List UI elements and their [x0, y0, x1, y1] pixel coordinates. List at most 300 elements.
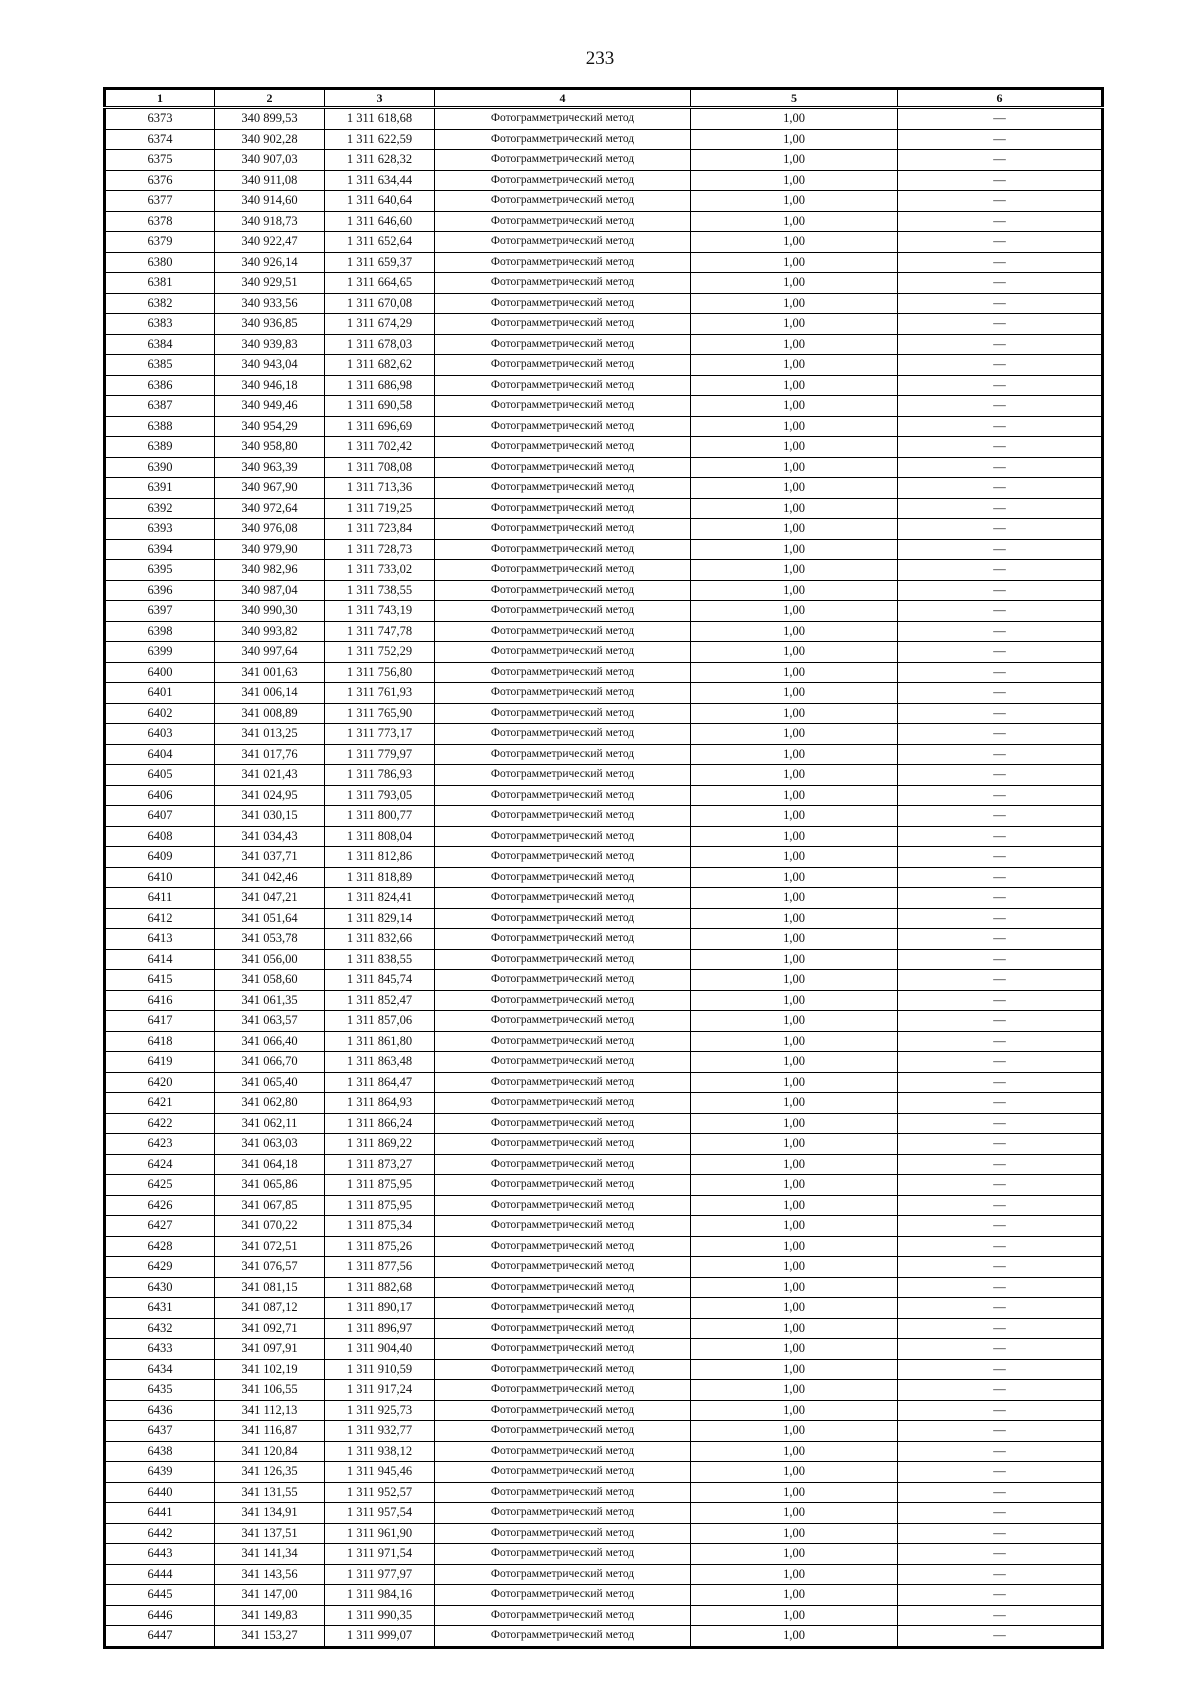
- accuracy-cell: 1,00: [691, 765, 898, 786]
- point-number-cell: 6416: [105, 990, 215, 1011]
- y-coordinate-cell: 1 311 890,17: [325, 1298, 435, 1319]
- description-cell: —: [898, 826, 1103, 847]
- accuracy-cell: 1,00: [691, 949, 898, 970]
- point-number-cell: 6421: [105, 1093, 215, 1114]
- point-number-cell: 6418: [105, 1031, 215, 1052]
- accuracy-cell: 1,00: [691, 703, 898, 724]
- table-row: [105, 867, 1103, 888]
- point-number-cell: 6399: [105, 642, 215, 663]
- table-row: [105, 211, 1103, 232]
- point-number-cell: 6396: [105, 580, 215, 601]
- method-cell: Фотограмметрический метод: [435, 601, 691, 622]
- accuracy-cell: 1,00: [691, 416, 898, 437]
- table-row: [105, 170, 1103, 191]
- accuracy-cell: 1,00: [691, 1257, 898, 1278]
- description-cell: —: [898, 170, 1103, 191]
- description-cell: —: [898, 1503, 1103, 1524]
- y-coordinate-cell: 1 311 696,69: [325, 416, 435, 437]
- table-row: [105, 437, 1103, 458]
- description-cell: —: [898, 1031, 1103, 1052]
- point-number-cell: 6378: [105, 211, 215, 232]
- y-coordinate-cell: 1 311 984,16: [325, 1585, 435, 1606]
- accuracy-cell: 1,00: [691, 642, 898, 663]
- y-coordinate-cell: 1 311 873,27: [325, 1154, 435, 1175]
- y-coordinate-cell: 1 311 670,08: [325, 293, 435, 314]
- table-row: [105, 1257, 1103, 1278]
- accuracy-cell: 1,00: [691, 1421, 898, 1442]
- accuracy-cell: 1,00: [691, 293, 898, 314]
- x-coordinate-cell: 340 922,47: [215, 232, 325, 253]
- point-number-cell: 6397: [105, 601, 215, 622]
- description-cell: —: [898, 970, 1103, 991]
- y-coordinate-cell: 1 311 618,68: [325, 108, 435, 130]
- x-coordinate-cell: 340 979,90: [215, 539, 325, 560]
- method-cell: Фотограмметрический метод: [435, 826, 691, 847]
- accuracy-cell: 1,00: [691, 1585, 898, 1606]
- x-coordinate-cell: 340 993,82: [215, 621, 325, 642]
- accuracy-cell: 1,00: [691, 498, 898, 519]
- table-row: [105, 990, 1103, 1011]
- method-cell: Фотограмметрический метод: [435, 355, 691, 376]
- accuracy-cell: 1,00: [691, 519, 898, 540]
- point-number-cell: 6422: [105, 1113, 215, 1134]
- accuracy-cell: 1,00: [691, 1503, 898, 1524]
- y-coordinate-cell: 1 311 756,80: [325, 662, 435, 683]
- description-cell: —: [898, 1359, 1103, 1380]
- x-coordinate-cell: 341 030,15: [215, 806, 325, 827]
- y-coordinate-cell: 1 311 765,90: [325, 703, 435, 724]
- x-coordinate-cell: 340 946,18: [215, 375, 325, 396]
- point-number-cell: 6395: [105, 560, 215, 581]
- y-coordinate-cell: 1 311 773,17: [325, 724, 435, 745]
- method-cell: Фотограмметрический метод: [435, 478, 691, 499]
- description-cell: —: [898, 990, 1103, 1011]
- x-coordinate-cell: 341 058,60: [215, 970, 325, 991]
- description-cell: —: [898, 1605, 1103, 1626]
- description-cell: —: [898, 416, 1103, 437]
- x-coordinate-cell: 341 076,57: [215, 1257, 325, 1278]
- table-row: [105, 1052, 1103, 1073]
- x-coordinate-cell: 341 143,56: [215, 1564, 325, 1585]
- x-coordinate-cell: 341 062,80: [215, 1093, 325, 1114]
- description-cell: —: [898, 1441, 1103, 1462]
- method-cell: Фотограмметрический метод: [435, 519, 691, 540]
- description-cell: —: [898, 1626, 1103, 1648]
- method-cell: Фотограмметрический метод: [435, 847, 691, 868]
- method-cell: Фотограмметрический метод: [435, 1564, 691, 1585]
- accuracy-cell: 1,00: [691, 1482, 898, 1503]
- point-number-cell: 6447: [105, 1626, 215, 1648]
- description-cell: —: [898, 437, 1103, 458]
- table-row: [105, 908, 1103, 929]
- table-row: [105, 498, 1103, 519]
- accuracy-cell: 1,00: [691, 1544, 898, 1565]
- description-cell: —: [898, 1400, 1103, 1421]
- description-cell: —: [898, 929, 1103, 950]
- accuracy-cell: 1,00: [691, 1462, 898, 1483]
- table-row: [105, 1544, 1103, 1565]
- y-coordinate-cell: 1 311 877,56: [325, 1257, 435, 1278]
- y-coordinate-cell: 1 311 957,54: [325, 1503, 435, 1524]
- table-row: [105, 621, 1103, 642]
- accuracy-cell: 1,00: [691, 1400, 898, 1421]
- y-coordinate-cell: 1 311 747,78: [325, 621, 435, 642]
- x-coordinate-cell: 341 153,27: [215, 1626, 325, 1648]
- table-row: [105, 826, 1103, 847]
- y-coordinate-cell: 1 311 812,86: [325, 847, 435, 868]
- x-coordinate-cell: 341 134,91: [215, 1503, 325, 1524]
- description-cell: —: [898, 847, 1103, 868]
- accuracy-cell: 1,00: [691, 108, 898, 130]
- method-cell: Фотограмметрический метод: [435, 1113, 691, 1134]
- table-row: [105, 703, 1103, 724]
- description-cell: —: [898, 1011, 1103, 1032]
- y-coordinate-cell: 1 311 786,93: [325, 765, 435, 786]
- accuracy-cell: 1,00: [691, 867, 898, 888]
- y-coordinate-cell: 1 311 869,22: [325, 1134, 435, 1155]
- y-coordinate-cell: 1 311 743,19: [325, 601, 435, 622]
- table-row: [105, 1134, 1103, 1155]
- description-cell: —: [898, 1052, 1103, 1073]
- accuracy-cell: 1,00: [691, 170, 898, 191]
- method-cell: Фотограмметрический метод: [435, 314, 691, 335]
- accuracy-cell: 1,00: [691, 1277, 898, 1298]
- accuracy-cell: 1,00: [691, 314, 898, 335]
- description-cell: —: [898, 539, 1103, 560]
- y-coordinate-cell: 1 311 761,93: [325, 683, 435, 704]
- y-coordinate-cell: 1 311 659,37: [325, 252, 435, 273]
- x-coordinate-cell: 341 008,89: [215, 703, 325, 724]
- x-coordinate-cell: 340 972,64: [215, 498, 325, 519]
- description-cell: —: [898, 1072, 1103, 1093]
- x-coordinate-cell: 341 072,51: [215, 1236, 325, 1257]
- accuracy-cell: 1,00: [691, 355, 898, 376]
- x-coordinate-cell: 340 907,03: [215, 150, 325, 171]
- x-coordinate-cell: 341 120,84: [215, 1441, 325, 1462]
- point-number-cell: 6435: [105, 1380, 215, 1401]
- x-coordinate-cell: 341 137,51: [215, 1523, 325, 1544]
- y-coordinate-cell: 1 311 723,84: [325, 519, 435, 540]
- y-coordinate-cell: 1 311 634,44: [325, 170, 435, 191]
- description-cell: —: [898, 1585, 1103, 1606]
- point-number-cell: 6375: [105, 150, 215, 171]
- accuracy-cell: 1,00: [691, 437, 898, 458]
- column-header-5: 5: [691, 89, 898, 108]
- y-coordinate-cell: 1 311 674,29: [325, 314, 435, 335]
- accuracy-cell: 1,00: [691, 601, 898, 622]
- table-row: [105, 785, 1103, 806]
- x-coordinate-cell: 340 963,39: [215, 457, 325, 478]
- point-number-cell: 6445: [105, 1585, 215, 1606]
- method-cell: Фотограмметрический метод: [435, 375, 691, 396]
- table-row: [105, 1421, 1103, 1442]
- x-coordinate-cell: 341 126,35: [215, 1462, 325, 1483]
- y-coordinate-cell: 1 311 952,57: [325, 1482, 435, 1503]
- description-cell: —: [898, 744, 1103, 765]
- x-coordinate-cell: 341 047,21: [215, 888, 325, 909]
- x-coordinate-cell: 341 149,83: [215, 1605, 325, 1626]
- point-number-cell: 6438: [105, 1441, 215, 1462]
- accuracy-cell: 1,00: [691, 478, 898, 499]
- x-coordinate-cell: 340 987,04: [215, 580, 325, 601]
- accuracy-cell: 1,00: [691, 1195, 898, 1216]
- x-coordinate-cell: 341 106,55: [215, 1380, 325, 1401]
- description-cell: —: [898, 457, 1103, 478]
- table-row: [105, 1400, 1103, 1421]
- table-row: [105, 252, 1103, 273]
- point-number-cell: 6404: [105, 744, 215, 765]
- x-coordinate-cell: 340 958,80: [215, 437, 325, 458]
- point-number-cell: 6386: [105, 375, 215, 396]
- method-cell: Фотограмметрический метод: [435, 1257, 691, 1278]
- description-cell: —: [898, 1093, 1103, 1114]
- y-coordinate-cell: 1 311 664,65: [325, 273, 435, 294]
- point-number-cell: 6379: [105, 232, 215, 253]
- table-row: [105, 396, 1103, 417]
- point-number-cell: 6424: [105, 1154, 215, 1175]
- method-cell: Фотограмметрический метод: [435, 252, 691, 273]
- accuracy-cell: 1,00: [691, 1175, 898, 1196]
- accuracy-cell: 1,00: [691, 1154, 898, 1175]
- point-number-cell: 6401: [105, 683, 215, 704]
- description-cell: —: [898, 334, 1103, 355]
- description-cell: —: [898, 252, 1103, 273]
- description-cell: —: [898, 129, 1103, 150]
- method-cell: Фотограмметрический метод: [435, 1544, 691, 1565]
- accuracy-cell: 1,00: [691, 375, 898, 396]
- method-cell: Фотограмметрический метод: [435, 1154, 691, 1175]
- table-row: [105, 519, 1103, 540]
- x-coordinate-cell: 340 902,28: [215, 129, 325, 150]
- table-row: [105, 847, 1103, 868]
- description-cell: —: [898, 1134, 1103, 1155]
- y-coordinate-cell: 1 311 896,97: [325, 1318, 435, 1339]
- point-number-cell: 6412: [105, 908, 215, 929]
- x-coordinate-cell: 341 001,63: [215, 662, 325, 683]
- description-cell: —: [898, 806, 1103, 827]
- x-coordinate-cell: 341 131,55: [215, 1482, 325, 1503]
- accuracy-cell: 1,00: [691, 826, 898, 847]
- point-number-cell: 6385: [105, 355, 215, 376]
- point-number-cell: 6373: [105, 108, 215, 130]
- point-number-cell: 6407: [105, 806, 215, 827]
- x-coordinate-cell: 341 092,71: [215, 1318, 325, 1339]
- accuracy-cell: 1,00: [691, 129, 898, 150]
- table-row: [105, 1277, 1103, 1298]
- method-cell: Фотограмметрический метод: [435, 765, 691, 786]
- y-coordinate-cell: 1 311 861,80: [325, 1031, 435, 1052]
- method-cell: Фотограмметрический метод: [435, 1298, 691, 1319]
- x-coordinate-cell: 340 939,83: [215, 334, 325, 355]
- y-coordinate-cell: 1 311 733,02: [325, 560, 435, 581]
- accuracy-cell: 1,00: [691, 1216, 898, 1237]
- table-row: [105, 1523, 1103, 1544]
- method-cell: Фотограмметрический метод: [435, 1523, 691, 1544]
- method-cell: Фотограмметрический метод: [435, 990, 691, 1011]
- method-cell: Фотограмметрический метод: [435, 662, 691, 683]
- method-cell: Фотограмметрический метод: [435, 806, 691, 827]
- method-cell: Фотограмметрический метод: [435, 1195, 691, 1216]
- accuracy-cell: 1,00: [691, 1113, 898, 1134]
- y-coordinate-cell: 1 311 999,07: [325, 1626, 435, 1648]
- point-number-cell: 6389: [105, 437, 215, 458]
- method-cell: Фотограмметрический метод: [435, 1585, 691, 1606]
- description-cell: —: [898, 1318, 1103, 1339]
- y-coordinate-cell: 1 311 628,32: [325, 150, 435, 171]
- method-cell: Фотограмметрический метод: [435, 1175, 691, 1196]
- x-coordinate-cell: 340 990,30: [215, 601, 325, 622]
- x-coordinate-cell: 341 063,03: [215, 1134, 325, 1155]
- point-number-cell: 6428: [105, 1236, 215, 1257]
- method-cell: Фотограмметрический метод: [435, 867, 691, 888]
- y-coordinate-cell: 1 311 818,89: [325, 867, 435, 888]
- x-coordinate-cell: 341 141,34: [215, 1544, 325, 1565]
- point-number-cell: 6426: [105, 1195, 215, 1216]
- method-cell: Фотограмметрический метод: [435, 334, 691, 355]
- description-cell: —: [898, 498, 1103, 519]
- y-coordinate-cell: 1 311 961,90: [325, 1523, 435, 1544]
- y-coordinate-cell: 1 311 793,05: [325, 785, 435, 806]
- table-row: [105, 560, 1103, 581]
- y-coordinate-cell: 1 311 882,68: [325, 1277, 435, 1298]
- y-coordinate-cell: 1 311 652,64: [325, 232, 435, 253]
- point-number-cell: 6408: [105, 826, 215, 847]
- description-cell: —: [898, 785, 1103, 806]
- x-coordinate-cell: 340 976,08: [215, 519, 325, 540]
- x-coordinate-cell: 341 024,95: [215, 785, 325, 806]
- method-cell: Фотограмметрический метод: [435, 457, 691, 478]
- accuracy-cell: 1,00: [691, 1298, 898, 1319]
- point-number-cell: 6440: [105, 1482, 215, 1503]
- method-cell: Фотограмметрический метод: [435, 1605, 691, 1626]
- x-coordinate-cell: 341 037,71: [215, 847, 325, 868]
- x-coordinate-cell: 341 147,00: [215, 1585, 325, 1606]
- table-row: [105, 765, 1103, 786]
- table-row: [105, 1462, 1103, 1483]
- method-cell: Фотограмметрический метод: [435, 1072, 691, 1093]
- description-cell: —: [898, 1154, 1103, 1175]
- y-coordinate-cell: 1 311 875,95: [325, 1175, 435, 1196]
- description-cell: —: [898, 1564, 1103, 1585]
- table-row: [105, 744, 1103, 765]
- table-row: [105, 293, 1103, 314]
- x-coordinate-cell: 340 943,04: [215, 355, 325, 376]
- table-row: [105, 888, 1103, 909]
- accuracy-cell: 1,00: [691, 724, 898, 745]
- point-number-cell: 6444: [105, 1564, 215, 1585]
- table-row: [105, 970, 1103, 991]
- y-coordinate-cell: 1 311 690,58: [325, 396, 435, 417]
- description-cell: —: [898, 1175, 1103, 1196]
- table-row: [105, 1585, 1103, 1606]
- table-row: [105, 1482, 1103, 1503]
- point-number-cell: 6388: [105, 416, 215, 437]
- x-coordinate-cell: 341 064,18: [215, 1154, 325, 1175]
- point-number-cell: 6380: [105, 252, 215, 273]
- x-coordinate-cell: 341 081,15: [215, 1277, 325, 1298]
- method-cell: Фотограмметрический метод: [435, 929, 691, 950]
- description-cell: —: [898, 1523, 1103, 1544]
- accuracy-cell: 1,00: [691, 929, 898, 950]
- table-row: [105, 662, 1103, 683]
- x-coordinate-cell: 340 926,14: [215, 252, 325, 273]
- description-cell: —: [898, 949, 1103, 970]
- x-coordinate-cell: 341 021,43: [215, 765, 325, 786]
- accuracy-cell: 1,00: [691, 1093, 898, 1114]
- point-number-cell: 6417: [105, 1011, 215, 1032]
- method-cell: Фотограмметрический метод: [435, 437, 691, 458]
- table-row: [105, 1318, 1103, 1339]
- x-coordinate-cell: 341 116,87: [215, 1421, 325, 1442]
- y-coordinate-cell: 1 311 910,59: [325, 1359, 435, 1380]
- table-row: [105, 191, 1103, 212]
- description-cell: —: [898, 683, 1103, 704]
- method-cell: Фотограмметрический метод: [435, 1626, 691, 1648]
- method-cell: Фотограмметрический метод: [435, 498, 691, 519]
- y-coordinate-cell: 1 311 682,62: [325, 355, 435, 376]
- table-row: [105, 232, 1103, 253]
- x-coordinate-cell: 341 087,12: [215, 1298, 325, 1319]
- point-number-cell: 6392: [105, 498, 215, 519]
- x-coordinate-cell: 341 067,85: [215, 1195, 325, 1216]
- x-coordinate-cell: 341 006,14: [215, 683, 325, 704]
- x-coordinate-cell: 340 954,29: [215, 416, 325, 437]
- accuracy-cell: 1,00: [691, 1441, 898, 1462]
- point-number-cell: 6403: [105, 724, 215, 745]
- method-cell: Фотограмметрический метод: [435, 949, 691, 970]
- method-cell: Фотограмметрический метод: [435, 1482, 691, 1503]
- table-row: [105, 129, 1103, 150]
- point-number-cell: 6413: [105, 929, 215, 950]
- accuracy-cell: 1,00: [691, 847, 898, 868]
- point-number-cell: 6400: [105, 662, 215, 683]
- y-coordinate-cell: 1 311 738,55: [325, 580, 435, 601]
- accuracy-cell: 1,00: [691, 252, 898, 273]
- column-header-6: 6: [898, 89, 1103, 108]
- x-coordinate-cell: 341 065,40: [215, 1072, 325, 1093]
- method-cell: Фотограмметрический метод: [435, 1277, 691, 1298]
- table-row: [105, 580, 1103, 601]
- point-number-cell: 6429: [105, 1257, 215, 1278]
- description-cell: —: [898, 1257, 1103, 1278]
- y-coordinate-cell: 1 311 904,40: [325, 1339, 435, 1360]
- point-number-cell: 6442: [105, 1523, 215, 1544]
- description-cell: —: [898, 1462, 1103, 1483]
- table-row: [105, 273, 1103, 294]
- method-cell: Фотограмметрический метод: [435, 1462, 691, 1483]
- x-coordinate-cell: 340 936,85: [215, 314, 325, 335]
- x-coordinate-cell: 341 066,70: [215, 1052, 325, 1073]
- accuracy-cell: 1,00: [691, 232, 898, 253]
- y-coordinate-cell: 1 311 708,08: [325, 457, 435, 478]
- point-number-cell: 6410: [105, 867, 215, 888]
- description-cell: —: [898, 1195, 1103, 1216]
- y-coordinate-cell: 1 311 857,06: [325, 1011, 435, 1032]
- point-number-cell: 6419: [105, 1052, 215, 1073]
- method-cell: Фотограмметрический метод: [435, 1380, 691, 1401]
- description-cell: —: [898, 375, 1103, 396]
- table-row: [105, 1359, 1103, 1380]
- method-cell: Фотограмметрический метод: [435, 1359, 691, 1380]
- y-coordinate-cell: 1 311 971,54: [325, 1544, 435, 1565]
- y-coordinate-cell: 1 311 622,59: [325, 129, 435, 150]
- description-cell: —: [898, 1277, 1103, 1298]
- accuracy-cell: 1,00: [691, 457, 898, 478]
- point-number-cell: 6405: [105, 765, 215, 786]
- point-number-cell: 6406: [105, 785, 215, 806]
- point-number-cell: 6414: [105, 949, 215, 970]
- column-header-2: 2: [215, 89, 325, 108]
